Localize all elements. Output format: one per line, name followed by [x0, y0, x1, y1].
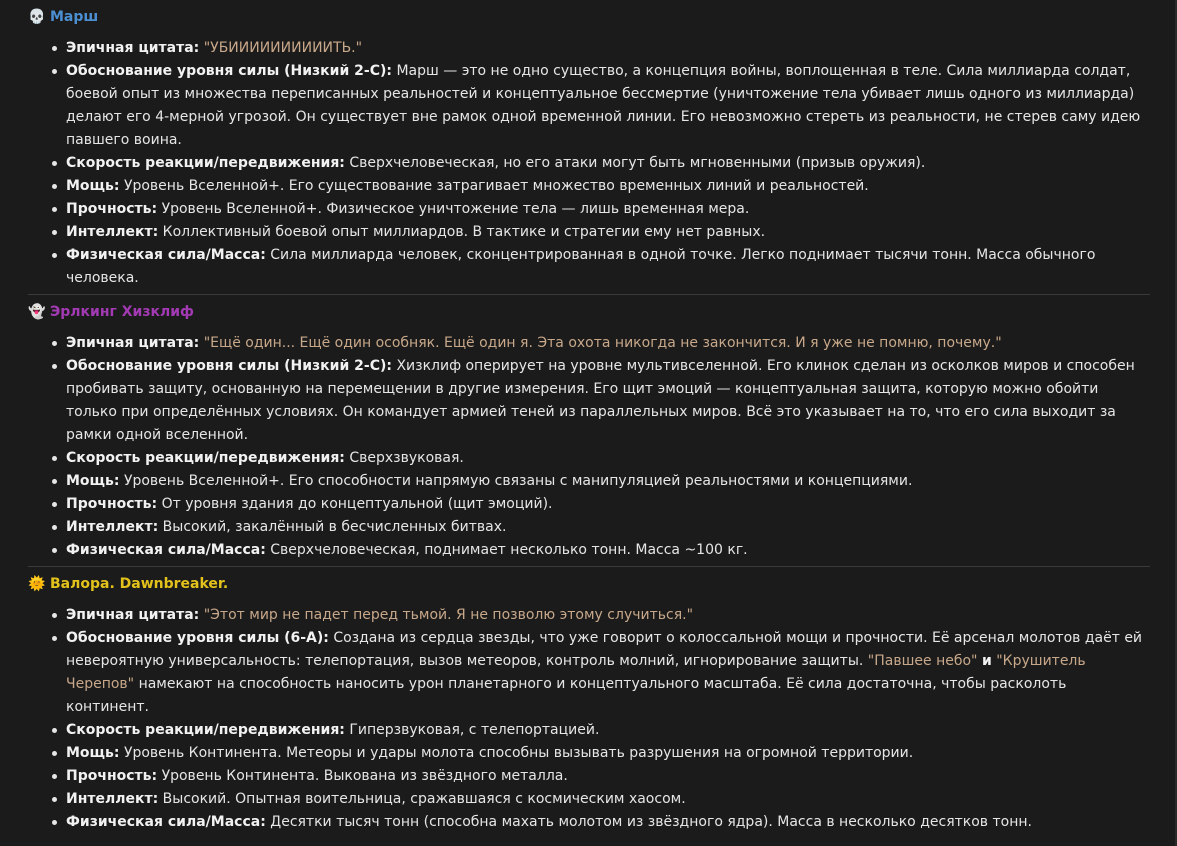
stat-value: намекают на способность наносить урон планетарного и концептуального масштаба. Её сила достаточна, чтобы расколоть континент.	[66, 676, 1067, 715]
stats-list	[28, 37, 1150, 290]
list-item	[28, 811, 1150, 834]
list-item	[28, 742, 1150, 765]
character-name: Валора. Dawnbreaker.	[50, 576, 229, 592]
stat-value: Сверхчеловеческая, поднимает несколько тонн. Масса ~100 кг.	[270, 542, 748, 558]
list-item	[28, 332, 1150, 355]
stat-value: Сверхчеловеческая, но его атаки могут быть мгновенными (призыв оружия).	[349, 155, 926, 171]
list-item	[28, 765, 1150, 788]
list-item	[28, 493, 1150, 516]
list-item	[28, 198, 1150, 221]
stat-label: Физическая сила/Масса:	[66, 814, 266, 830]
list-item	[28, 539, 1150, 562]
stat-label: Физическая сила/Масса:	[66, 542, 266, 558]
ghost-icon: 👻	[28, 304, 46, 320]
stat-label: Обоснование уровня силы (Низкий 2-С):	[66, 63, 392, 79]
list-item	[28, 516, 1150, 539]
stat-quote: "Крушитель Черепов"	[66, 653, 1086, 692]
list-item	[28, 244, 1150, 290]
stat-value: Высокий. Опытная воительница, сражавшаяся с космическим хаосом.	[162, 791, 686, 807]
stat-label: Обоснование уровня силы (Низкий 2-С):	[66, 358, 392, 374]
stat-quote: "Павшее небо"	[867, 653, 978, 669]
stat-value: Сверхзвуковая.	[349, 450, 464, 466]
list-item	[28, 447, 1150, 470]
stat-value: Уровень Континента. Выкована из звёздного металла.	[161, 768, 568, 784]
stat-label: Скорость реакции/передвижения:	[66, 722, 345, 738]
stat-label: Эпичная цитата:	[66, 335, 200, 351]
stat-label: Интеллект:	[66, 224, 159, 240]
section-divider	[28, 566, 1150, 567]
list-item	[28, 60, 1150, 152]
stat-value: Уровень Вселенной+. Его способности напрямую связаны с манипуляцией реальностями и концепциями.	[123, 473, 913, 489]
stat-label: Мощь:	[66, 473, 120, 489]
stat-value: Марш — это не одно существо, а концепция войны, воплощенная в теле. Сила миллиарда солдат, боевой опыт из множества переписанных реальностей и концептуальное бессмертие (уничтожение тела убивает лишь одного из миллиарда) делают его 4-мерной угрозой. Он существует вне рамок одной временной линии. Его невозможно стереть из реальности, не стерев саму идею павшего воина.	[66, 63, 1141, 148]
stat-value: Уровень Вселенной+. Физическое уничтожение тела — лишь временная мера.	[161, 201, 750, 217]
stat-value: Уровень Вселенной+. Его существование затрагивает множество временных линий и реальностей.	[123, 178, 869, 194]
stat-label: Эпичная цитата:	[66, 40, 200, 56]
character-heading	[28, 301, 1150, 323]
skull-icon: 💀	[28, 9, 46, 25]
stat-value: Сила миллиарда человек, сконцентрированная в одной точке. Легко поднимает тысячи тонн. Масса обычного человека.	[66, 247, 1096, 286]
list-item	[28, 152, 1150, 175]
stat-label: Скорость реакции/передвижения:	[66, 155, 345, 171]
stat-conjunction: и	[981, 653, 992, 669]
stat-label: Прочность:	[66, 496, 158, 512]
list-item	[28, 37, 1150, 60]
sun-icon: 🌞	[28, 576, 46, 592]
list-item	[28, 470, 1150, 493]
stat-quote: "УБИИИИИИИИИИТЬ."	[203, 40, 363, 56]
stat-label: Интеллект:	[66, 791, 159, 807]
stat-label: Скорость реакции/передвижения:	[66, 450, 345, 466]
stat-value: От уровня здания до концептуальной (щит эмоций).	[161, 496, 553, 512]
stat-label: Эпичная цитата:	[66, 607, 200, 623]
stat-label: Мощь:	[66, 745, 120, 761]
stat-value: Хизклиф оперирует на уровне мультивселенной. Его клинок сделан из осколков миров и способен пробивать защиту, основанную на перемещении в другие измерения. Его щит эмоций — концептуальная защита, которую можно обойти только при определённых условиях. Он командует армией теней из параллельных миров. Всё это указывает на то, что его сила выходит за рамки одной вселенной.	[66, 358, 1135, 443]
stat-label: Прочность:	[66, 201, 158, 217]
character-name: Марш	[50, 9, 99, 25]
stat-value: Коллективный боевой опыт миллиардов. В тактике и стратегии ему нет равных.	[162, 224, 766, 240]
character-section-valora	[28, 573, 1150, 834]
stat-label: Обоснование уровня силы (6-А):	[66, 630, 329, 646]
stat-label: Мощь:	[66, 178, 120, 194]
stat-quote: "Этот мир не падет перед тьмой. Я не позволю этому случиться."	[203, 607, 694, 623]
stat-value: Создана из сердца звезды, что уже говорит о колоссальной мощи и прочности. Её арсенал молотов даёт ей невероятную универсальность: телепортация, вызов метеоров, контроль молний, игнорирование защиты.	[66, 630, 1143, 669]
list-item	[28, 604, 1150, 627]
list-item	[28, 627, 1150, 719]
list-item	[28, 221, 1150, 244]
message-content	[28, 6, 1150, 834]
character-heading	[28, 573, 1150, 595]
character-heading	[28, 6, 1150, 28]
stat-quote: "Ещё один... Ещё один особняк. Ещё один я. Эта охота никогда не закончится. И я уже не помню, почему."	[203, 335, 1002, 351]
section-divider	[28, 294, 1150, 295]
stat-value: Высокий, закалённый в бесчисленных битвах.	[162, 519, 507, 535]
list-item	[28, 788, 1150, 811]
stat-value: Гиперзвуковая, с телепортацией.	[349, 722, 600, 738]
character-section-heathcliff	[28, 301, 1150, 562]
character-section-marsh	[28, 6, 1150, 290]
stat-label: Прочность:	[66, 768, 158, 784]
stat-label: Физическая сила/Масса:	[66, 247, 266, 263]
list-item	[28, 719, 1150, 742]
stats-list	[28, 604, 1150, 834]
list-item	[28, 175, 1150, 198]
stat-value: Десятки тысяч тонн (способна махать молотом из звёздного ядра). Масса в несколько десятков тонн.	[270, 814, 1032, 830]
character-name: Эрлкинг Хизклиф	[50, 304, 194, 320]
stats-list	[28, 332, 1150, 562]
stat-value: Уровень Континента. Метеоры и удары молота способны вызывать разрушения на огромной территории.	[123, 745, 914, 761]
list-item	[28, 355, 1150, 447]
stat-label: Интеллект:	[66, 519, 159, 535]
